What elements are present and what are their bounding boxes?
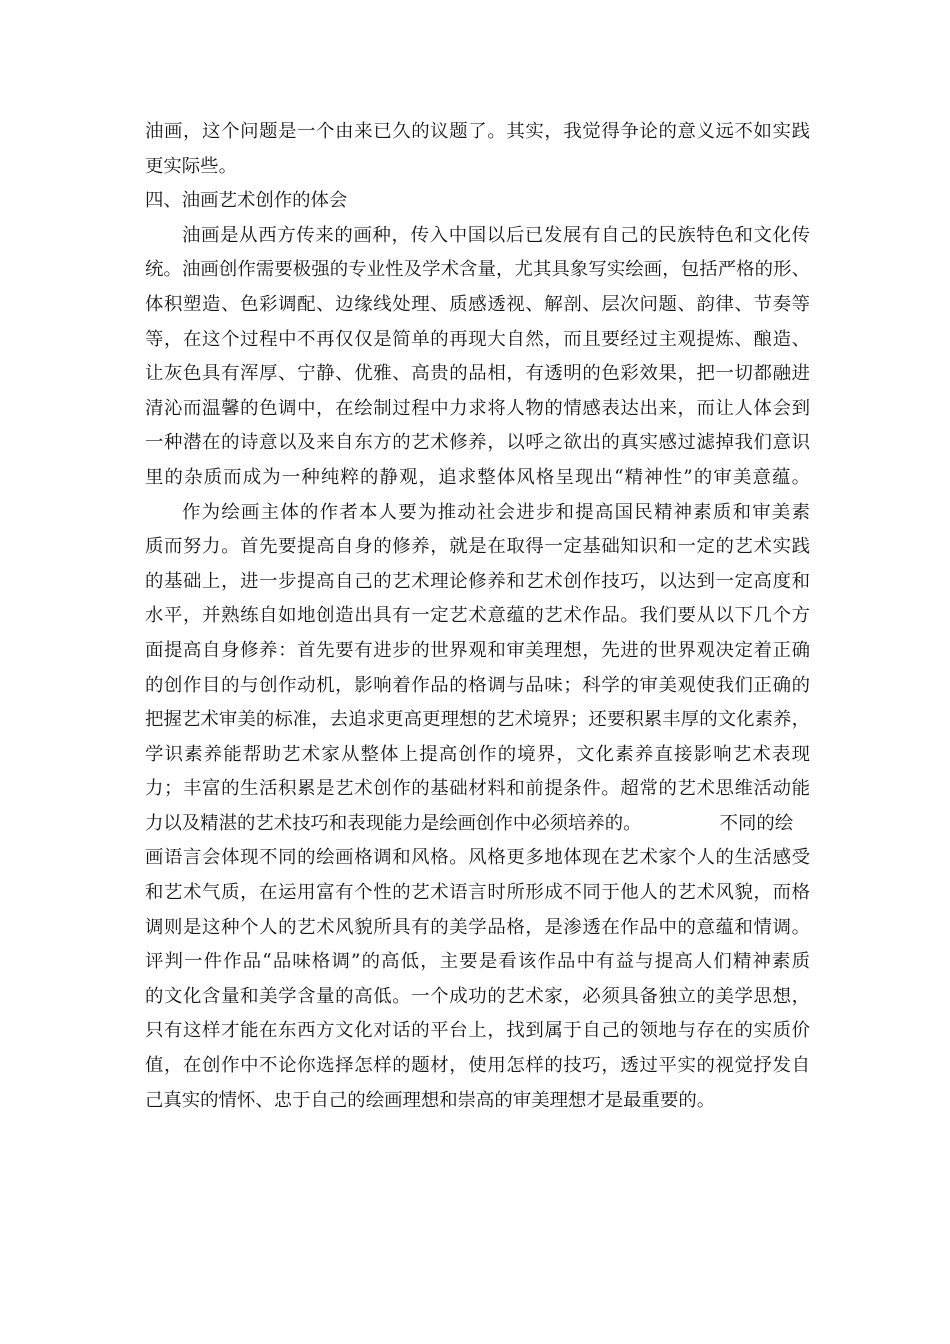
text-line: 只有这样才能在东西方文化对话的平台上，找到属于自己的领地与存在的实质价 xyxy=(145,1020,810,1042)
text-line: 评判一件作品“品味格调”的高低，主要是看该作品中有益与提高人们精神素质 xyxy=(145,951,810,973)
text-line: 体积塑造、色彩调配、边缘线处理、质感透视、解剖、层次问题、韵律、节奏等 xyxy=(145,293,810,315)
text-line: 学识素养能帮助艺术家从整体上提高创作的境界，文化素养直接影响艺术表现 xyxy=(145,743,810,765)
text-line: 等，在这个过程中不再仅仅是简单的再现大自然，而且要经过主观提炼、酿造、 xyxy=(145,328,810,350)
text-line: 让灰色具有浑厚、宁静、优雅、高贵的品相，有透明的色彩效果，把一切都融进 xyxy=(145,363,810,385)
text-line: 的创作目的与创作动机，影响着作品的格调与品味；科学的审美观使我们正确的 xyxy=(145,674,810,696)
text-line: 力；丰富的生活积累是艺术创作的基础材料和前提条件。超常的艺术思维活动能 xyxy=(145,778,810,800)
text-line: 一种潜在的诗意以及来自东方的艺术修养，以呼之欲出的真实感过滤掉我们意识 xyxy=(145,432,810,454)
text-line-split xyxy=(145,807,810,842)
text-segment: 不同的绘 xyxy=(719,812,794,834)
text-line: 的基础上，进一步提高自己的艺术理论修养和艺术创作技巧，以达到一定高度和 xyxy=(145,570,810,592)
section-heading: 四、油画艺术创作的体会 xyxy=(145,190,348,212)
text-line: 调则是这种个人的艺术风貌所具有的美学品格，是渗透在作品中的意蕴和情调。 xyxy=(145,916,810,938)
text-segment: 力以及精湛的艺术技巧和表现能力是绘画创作中必须培养的。 xyxy=(145,812,642,834)
text-line: 油画是从西方传来的画种，传入中国以后已发展有自己的民族特色和文化传 xyxy=(182,224,810,246)
text-line: 面提高自身修养：首先要有进步的世界观和审美理想，先进的世界观决定着正确 xyxy=(145,639,810,661)
text-line: 作为绘画主体的作者本人要为推动社会进步和提高国民精神素质和审美素 xyxy=(182,501,810,523)
text-line: 质而努力。首先要提高自身的修养，就是在取得一定基础知识和一定的艺术实践 xyxy=(145,536,810,558)
text-line: 清沁而温馨的色调中，在绘制过程中力求将人物的情感表达出来，而让人体会到 xyxy=(145,397,810,419)
text-line: 值，在创作中不论你选择怎样的题材，使用怎样的技巧，透过平实的视觉抒发自 xyxy=(145,1055,810,1077)
text-line: 水平，并熟练自如地创造出具有一定艺术意蕴的艺术作品。我们要从以下几个方 xyxy=(145,605,810,627)
text-line: 己真实的情怀、忠于自己的绘画理想和崇高的审美理想才是最重要的。 xyxy=(145,1089,716,1111)
text-line: 统。油画创作需要极强的专业性及学术含量，尤其具象写实绘画，包括严格的形、 xyxy=(145,259,810,281)
text-line: 的文化含量和美学含量的高低。一个成功的艺术家，必须具备独立的美学思想， xyxy=(145,985,810,1007)
text-line: 油画，这个问题是一个由来已久的议题了。其实，我觉得争论的意义远不如实践 xyxy=(145,121,810,142)
document-body xyxy=(145,115,810,1118)
text-line: 和艺术气质，在运用富有个性的艺术语言时所形成不同于他人的艺术风貌，而格 xyxy=(145,882,810,904)
text-line: 更实际些。 xyxy=(145,155,237,177)
text-line: 把握艺术审美的标准，去追求更高更理想的艺术境界；还要积累丰厚的文化素养， xyxy=(145,709,810,731)
text-line: 里的杂质而成为一种纯粹的静观，追求整体风格呈现出“精神性”的审美意蕴。 xyxy=(145,466,810,488)
text-line: 画语言会体现不同的绘画格调和风格。风格更多地体现在艺术家个人的生活感受 xyxy=(145,847,810,869)
